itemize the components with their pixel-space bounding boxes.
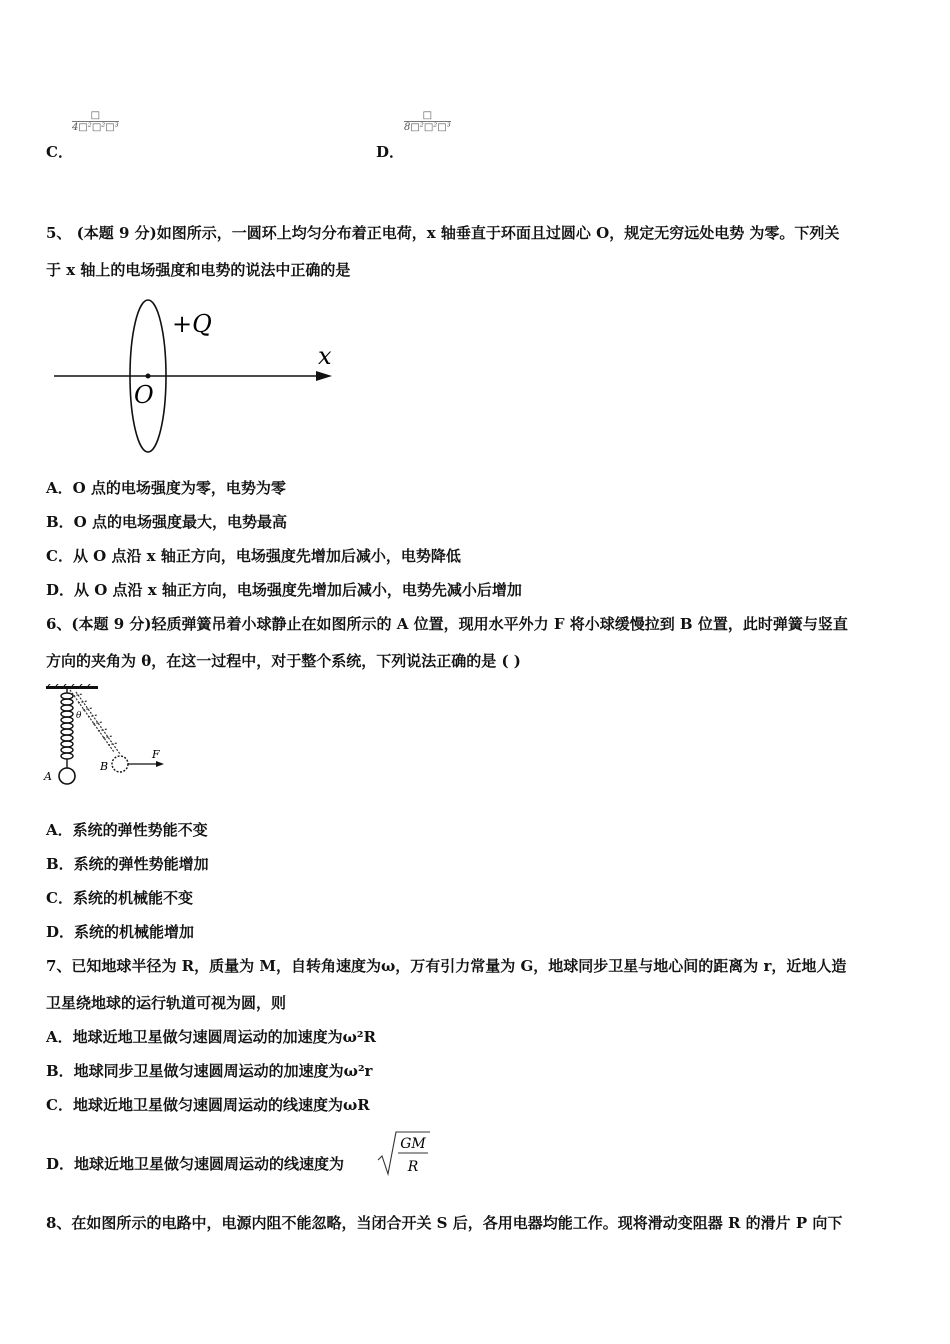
q7-option-a: A．地球近地卫星做匀速圆周运动的加速度为ω²R xyxy=(46,1028,376,1046)
q6-label-a: A xyxy=(44,770,52,783)
q5-stem-line2: 于 x 轴上的电场强度和电势的说法中正确的是 xyxy=(46,261,351,279)
q5-option-c: C．从 O 点沿 x 轴正方向，电场强度先增加后减小，电势降低 xyxy=(46,547,461,565)
q5-option-d: D．从 O 点沿 x 轴正方向，电场强度先增加后减小，电势先减小后增加 xyxy=(46,581,522,599)
q6-option-d: D．系统的机械能增加 xyxy=(46,923,195,941)
q6-ball-b xyxy=(112,756,128,772)
q5-option-b: B．O 点的电场强度最大，电势最高 xyxy=(46,513,287,531)
q6-option-a: A．系统的弹性势能不变 xyxy=(46,821,208,839)
q4-option-d-denominator: 8□²□²□³ xyxy=(404,122,451,133)
q6-ball-a xyxy=(59,768,75,784)
q7-sqrt-formula xyxy=(376,1128,432,1178)
q6-option-c: C．系统的机械能不变 xyxy=(46,889,193,907)
q7-stem-line2: 卫星绕地球的运行轨道可视为圆，则 xyxy=(46,994,287,1012)
q5-option-a: A．O 点的电场强度为零，电势为零 xyxy=(46,479,286,497)
q7-option-b: B．地球同步卫星做匀速圆周运动的加速度为ω²r xyxy=(46,1062,373,1080)
q7-option-c: C．地球近地卫星做匀速圆周运动的线速度为ωR xyxy=(46,1096,370,1114)
q4-option-d-label: D． xyxy=(376,143,405,161)
q6-label-f: F xyxy=(152,748,160,761)
q6-option-b: B．系统的弹性势能增加 xyxy=(46,855,209,873)
q6-label-b: B xyxy=(100,760,109,773)
q6-vertical-spring xyxy=(61,689,73,768)
q4-option-c-numerator: □ xyxy=(72,110,119,122)
q4-option-d-fraction xyxy=(404,110,451,133)
q7-sqrt-denominator: R xyxy=(407,1159,419,1175)
q6-force-arrow xyxy=(156,761,164,767)
q6-stem-line2: 方向的夹角为 θ，在这一过程中，对于整个系统，下列说法正确的是 ( ) xyxy=(46,652,521,670)
q7-sqrt-numerator: GM xyxy=(400,1136,426,1152)
q4-option-c-denominator: 4□²□²□³ xyxy=(72,122,119,133)
q5-charge-label: +Q xyxy=(172,310,212,338)
q7-option-d: D．地球近地卫星做匀速圆周运动的线速度为 xyxy=(46,1155,345,1173)
q5-ring-figure xyxy=(50,296,350,458)
q4-option-c-label: C． xyxy=(46,143,73,161)
q6-theta-label: θ xyxy=(76,711,82,721)
q7-stem-line1: 7、已知地球半径为 R，质量为 M，自转角速度为ω，万有引力常量为 G，地球同步卫星与地心间的距离为 r，近地人造 xyxy=(46,957,847,975)
q6-ceiling xyxy=(46,686,98,689)
q4-option-c-fraction xyxy=(72,110,119,133)
q8-stem-line1: 8、在如图所示的电路中，电源内阻不能忽略，当闭合开关 S 后，各用电器均能工作。现将滑动变阻器 R 的滑片 P 向下 xyxy=(46,1214,843,1232)
q5-axis-arrow xyxy=(316,371,332,381)
q4-option-d-numerator: □ xyxy=(404,110,451,122)
q5-axis-label: x xyxy=(318,342,332,370)
q5-stem-line1: 5、 (本题 9 分)如图所示，一圆环上均匀分布着正电荷，x 轴垂直于环面且过圆心 O，规定无穷远处电势 为零。下列关 xyxy=(46,224,840,242)
q5-center-label: O xyxy=(134,381,154,409)
q6-spring-figure xyxy=(40,684,170,790)
q6-tilted-spring xyxy=(70,690,120,754)
q5-center-point xyxy=(146,374,151,379)
q6-stem-line1: 6、(本题 9 分)轻质弹簧吊着小球静止在如图所示的 A 位置，现用水平外力 F 将小球缓慢拉到 B 位置，此时弹簧与竖直 xyxy=(46,615,848,633)
